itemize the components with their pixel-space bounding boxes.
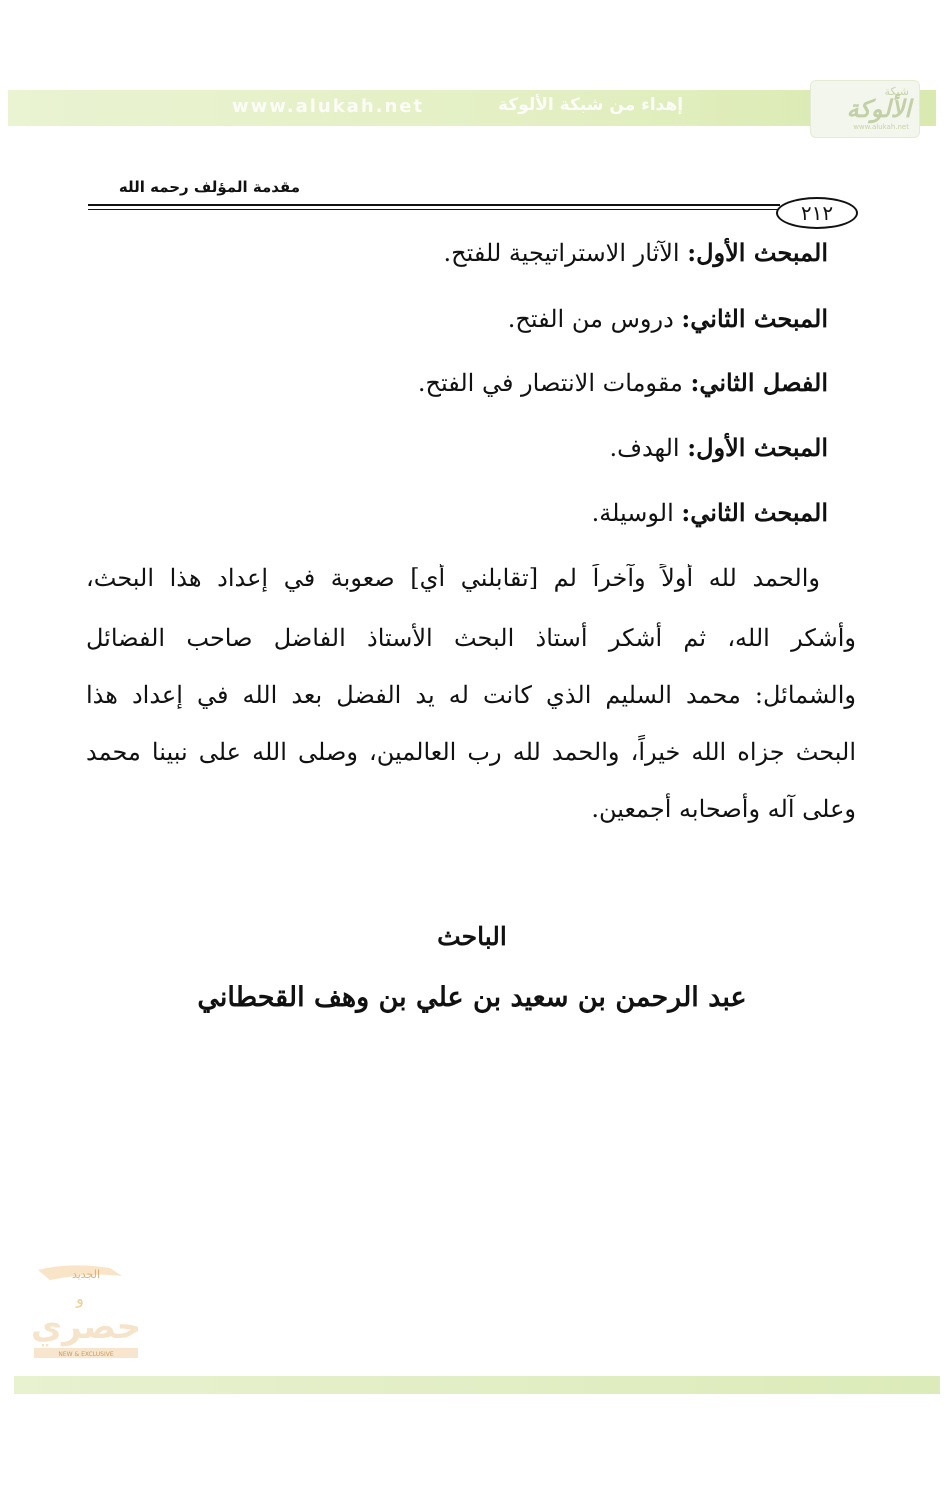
contents-text: دروس من الفتح. xyxy=(507,305,682,333)
logo-main-text: الألوكة xyxy=(846,95,911,123)
stamp-line3: حصري xyxy=(30,1307,142,1347)
contents-label: الفصل الثاني: xyxy=(690,368,828,397)
paragraph-line: وعلى آله وأصحابه أجمعين. xyxy=(591,795,856,823)
site-url: www.alukah.net xyxy=(232,96,425,117)
contents-text: الوسيلة. xyxy=(591,499,682,527)
contents-label: المبحث الأول: xyxy=(687,433,828,462)
contents-line xyxy=(508,304,828,333)
contents-text: الهدف. xyxy=(609,434,688,462)
contents-label: المبحث الأول: xyxy=(687,238,828,267)
contents-line xyxy=(418,368,828,397)
contents-text: مقومات الانتصار في الفتح. xyxy=(417,369,691,397)
contents-line xyxy=(444,238,829,267)
signature-label: الباحث xyxy=(437,922,507,951)
contents-line xyxy=(609,433,828,462)
header-rule-thick xyxy=(88,204,780,206)
stamp-line4: NEW & EXCLUSIVE xyxy=(58,1351,114,1358)
page-number: ٢١٢ xyxy=(776,197,858,229)
running-title: مقدمة المؤلف رحمه الله xyxy=(118,178,300,196)
gift-text: إهداء من شبكة الألوكة xyxy=(498,95,684,115)
footer-band xyxy=(14,1376,940,1394)
header-rule-thin xyxy=(88,209,780,210)
new-exclusive-stamp xyxy=(30,1262,142,1362)
logo-small-text: شبكة xyxy=(884,85,909,98)
contents-label: المبحث الثاني: xyxy=(681,498,828,527)
contents-text: الآثار الاستراتيجية للفتح. xyxy=(443,239,688,267)
logo-url-text: www.alukah.net xyxy=(853,123,909,131)
author-name: عبد الرحمن بن سعيد بن علي بن وهف القحطاني xyxy=(197,982,747,1013)
alukah-logo xyxy=(810,80,920,138)
header-band xyxy=(8,90,936,126)
paragraph-line: وأشكر الله، ثم أشكر أستاذ البحث الأستاذ الفاضل صاحب الفضائل xyxy=(86,624,856,652)
contents-line xyxy=(592,498,828,527)
stamp-line2: و xyxy=(76,1289,84,1308)
acknowledgement-paragraph xyxy=(86,564,856,823)
paragraph-line: والشمائل: محمد السليم الذي كانت له يد الفضل بعد الله في إعداد هذا xyxy=(86,681,856,709)
stamp-line1: الجديد xyxy=(71,1268,101,1281)
paragraph-line: البحث جزاه الله خيراً، والحمد لله رب العالمين، وصلى الله على نبينا محمد xyxy=(86,738,856,766)
paragraph-line: والحمد لله أولاً وآخراً لم [تقابلني أي] صعوبة في إعداد هذا البحث، xyxy=(86,564,820,592)
contents-label: المبحث الثاني: xyxy=(681,304,828,333)
